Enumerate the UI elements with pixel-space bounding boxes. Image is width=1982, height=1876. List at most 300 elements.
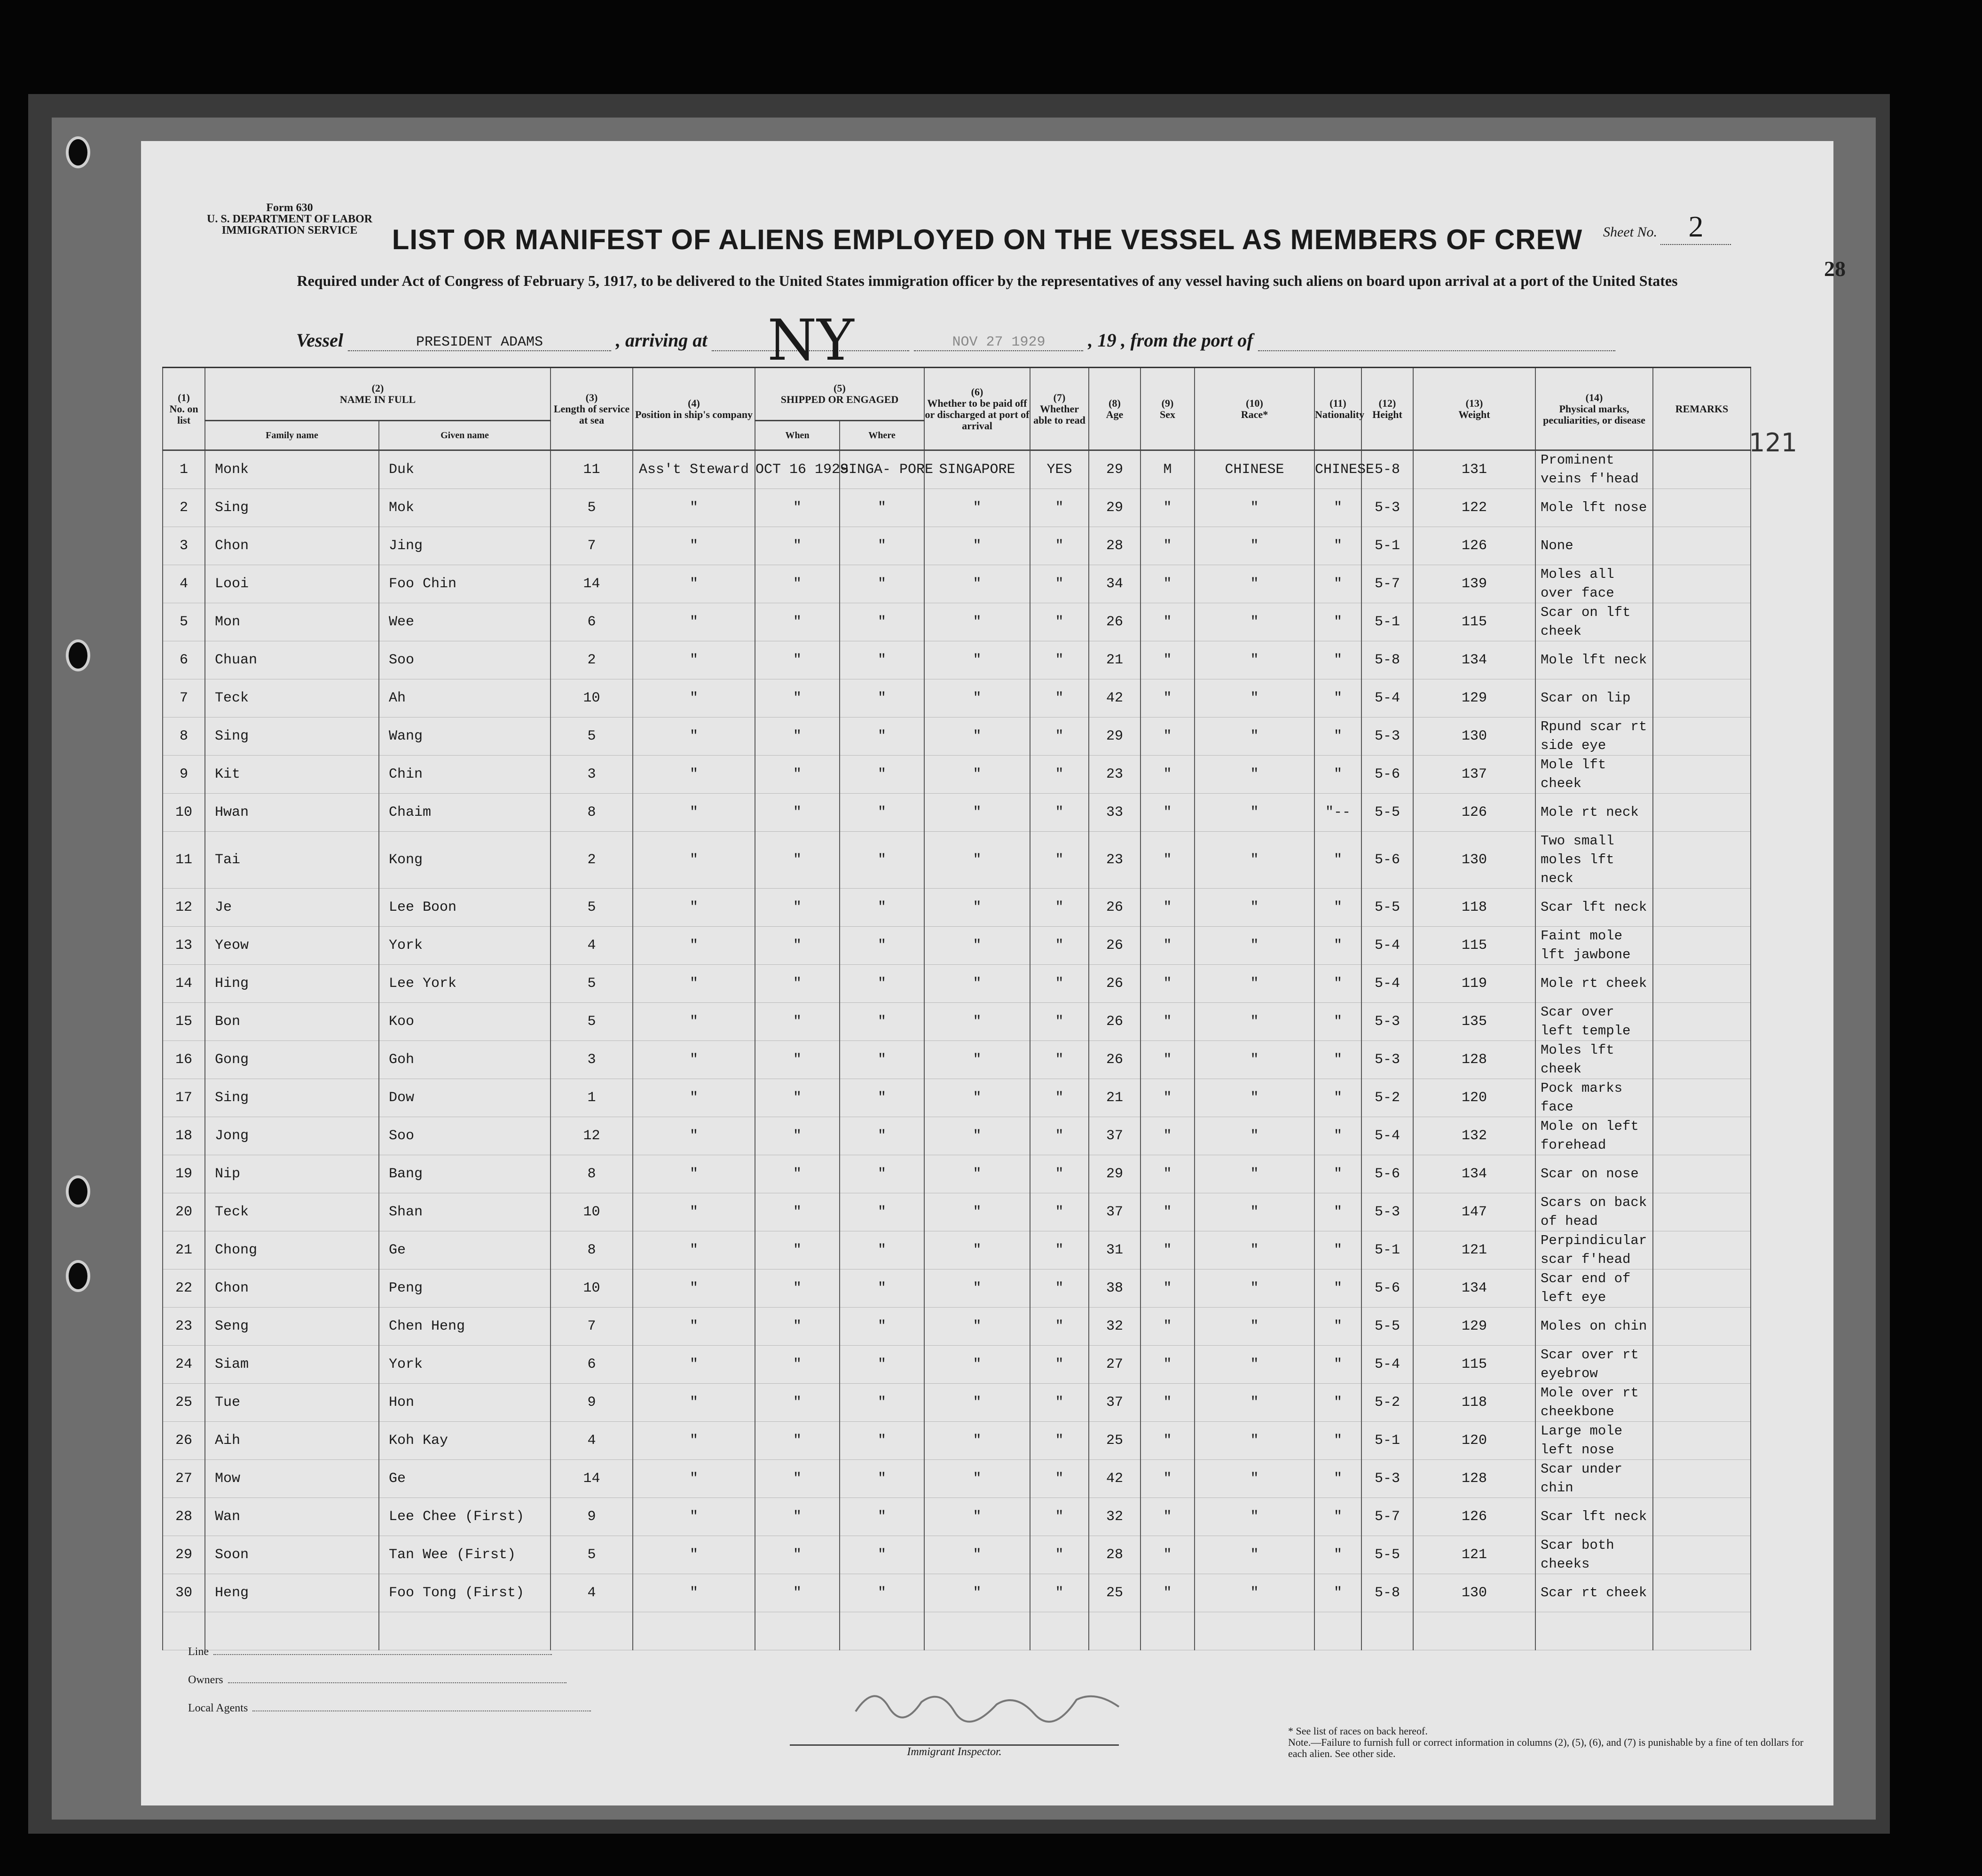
crew-given-name: Tan Wee (First) <box>379 1536 551 1574</box>
crew-no: 10 <box>163 794 205 832</box>
crew-height: 5-2 <box>1361 1079 1413 1117</box>
crew-nationality: " <box>1314 1460 1361 1498</box>
crew-sex: " <box>1140 832 1195 889</box>
empty-cell <box>163 1612 205 1650</box>
crew-no: 14 <box>163 965 205 1003</box>
crew-row <box>163 603 1751 641</box>
crew-remarks <box>1653 1193 1751 1231</box>
crew-shipped-where: " <box>840 527 924 565</box>
crew-remarks <box>1653 1536 1751 1574</box>
empty-cell <box>205 1612 379 1650</box>
crew-given-name: Duk <box>379 450 551 489</box>
crew-service: 11 <box>551 450 633 489</box>
empty-cell <box>1653 1612 1751 1650</box>
header-paid-off-label: Whether to be paid off or discharged at port of arrival <box>925 397 1030 432</box>
crew-paid-off: " <box>924 1041 1030 1079</box>
crew-physical-marks: Mole rt neck <box>1535 794 1653 832</box>
crew-race: " <box>1195 1308 1314 1346</box>
crew-shipped-when: " <box>755 679 840 717</box>
crew-sex: " <box>1140 756 1195 794</box>
crew-nationality: " <box>1314 756 1361 794</box>
crew-given-name: Lee York <box>379 965 551 1003</box>
crew-no: 24 <box>163 1346 205 1384</box>
crew-service: 4 <box>551 927 633 965</box>
crew-age: 26 <box>1089 1003 1140 1041</box>
crew-no: 26 <box>163 1422 205 1460</box>
crew-race: " <box>1195 965 1314 1003</box>
empty-row <box>163 1612 1751 1650</box>
crew-able-to-read: " <box>1030 794 1089 832</box>
crew-shipped-when: " <box>755 965 840 1003</box>
header-given-name: Given name <box>379 421 551 450</box>
arriving-label: , arriving at <box>616 330 708 351</box>
crew-no: 19 <box>163 1155 205 1193</box>
crew-position: " <box>633 794 755 832</box>
crew-race: " <box>1195 1269 1314 1308</box>
crew-table-body <box>163 450 1751 1650</box>
crew-paid-off: " <box>924 1155 1030 1193</box>
crew-weight: 121 <box>1413 1536 1535 1574</box>
crew-row <box>163 527 1751 565</box>
crew-height: 5-6 <box>1361 1155 1413 1193</box>
crew-sex: " <box>1140 1422 1195 1460</box>
header-age <box>1089 368 1140 450</box>
crew-paid-off: " <box>924 1422 1030 1460</box>
header-height-num: (12) <box>1378 397 1396 409</box>
crew-remarks <box>1653 832 1751 889</box>
crew-age: 26 <box>1089 927 1140 965</box>
header-position <box>633 368 755 450</box>
crew-family-name: Seng <box>205 1308 379 1346</box>
crew-sex: " <box>1140 603 1195 641</box>
crew-nationality: " <box>1314 1079 1361 1117</box>
crew-age: 29 <box>1089 489 1140 527</box>
header-race-label: Race* <box>1241 408 1268 420</box>
empty-cell <box>1195 1612 1314 1650</box>
crew-age: 25 <box>1089 1574 1140 1612</box>
crew-shipped-where: " <box>840 1422 924 1460</box>
crew-nationality: " <box>1314 1536 1361 1574</box>
crew-sex: M <box>1140 450 1195 489</box>
crew-given-name: Wang <box>379 717 551 756</box>
header-marks <box>1535 368 1653 450</box>
crew-age: 32 <box>1089 1308 1140 1346</box>
crew-position: " <box>633 965 755 1003</box>
header-name <box>205 368 551 421</box>
crew-race: " <box>1195 1041 1314 1079</box>
crew-shipped-where: " <box>840 1536 924 1574</box>
crew-no: 15 <box>163 1003 205 1041</box>
crew-shipped-when: " <box>755 832 840 889</box>
crew-family-name: Chon <box>205 1269 379 1308</box>
crew-position: " <box>633 1003 755 1041</box>
crew-remarks <box>1653 717 1751 756</box>
crew-height: 5-3 <box>1361 1460 1413 1498</box>
binder-hole <box>66 136 90 168</box>
crew-height: 5-8 <box>1361 450 1413 489</box>
footer-agents-label: Local Agents <box>188 1702 248 1714</box>
crew-able-to-read: " <box>1030 565 1089 603</box>
crew-weight: 115 <box>1413 603 1535 641</box>
crew-sex: " <box>1140 1193 1195 1231</box>
crew-no: 12 <box>163 889 205 927</box>
header-nationality-label: Nationality <box>1315 408 1365 420</box>
crew-nationality: " <box>1314 489 1361 527</box>
crew-shipped-when: " <box>755 1193 840 1231</box>
crew-remarks <box>1653 889 1751 927</box>
crew-service: 2 <box>551 641 633 679</box>
empty-cell <box>1535 1612 1653 1650</box>
crew-shipped-when: " <box>755 794 840 832</box>
crew-family-name: Teck <box>205 1193 379 1231</box>
footer-owners-label: Owners <box>188 1674 223 1686</box>
crew-shipped-when: " <box>755 1269 840 1308</box>
crew-row <box>163 965 1751 1003</box>
crew-race: " <box>1195 794 1314 832</box>
page-title: LIST OR MANIFEST OF ALIENS EMPLOYED ON THE VESSEL AS MEMBERS OF CREW <box>392 224 1583 255</box>
empty-cell <box>1030 1612 1089 1650</box>
crew-service: 5 <box>551 489 633 527</box>
crew-age: 27 <box>1089 1346 1140 1384</box>
crew-sex: " <box>1140 717 1195 756</box>
crew-given-name: York <box>379 927 551 965</box>
corner-number: 28 <box>1824 257 1846 281</box>
crew-service: 6 <box>551 1346 633 1384</box>
crew-nationality: " <box>1314 641 1361 679</box>
crew-shipped-when: " <box>755 889 840 927</box>
crew-weight: 115 <box>1413 1346 1535 1384</box>
crew-race: " <box>1195 1193 1314 1231</box>
crew-family-name: Chuan <box>205 641 379 679</box>
crew-given-name: Chen Heng <box>379 1308 551 1346</box>
crew-age: 32 <box>1089 1498 1140 1536</box>
crew-able-to-read: " <box>1030 1231 1089 1269</box>
crew-race: " <box>1195 1574 1314 1612</box>
crew-service: 4 <box>551 1422 633 1460</box>
header-remarks-label: REMARKS <box>1675 402 1729 415</box>
crew-age: 21 <box>1089 641 1140 679</box>
footer-agents-field <box>252 1710 591 1711</box>
crew-height: 5-6 <box>1361 1269 1413 1308</box>
crew-sex: " <box>1140 679 1195 717</box>
crew-row <box>163 1155 1751 1193</box>
crew-weight: 134 <box>1413 641 1535 679</box>
crew-age: 26 <box>1089 889 1140 927</box>
footer-owners-row <box>188 1674 611 1687</box>
crew-nationality: " <box>1314 717 1361 756</box>
crew-service: 10 <box>551 1269 633 1308</box>
empty-cell <box>1089 1612 1140 1650</box>
binder-hole <box>66 1175 90 1207</box>
crew-weight: 130 <box>1413 832 1535 889</box>
crew-no: 7 <box>163 679 205 717</box>
crew-position: " <box>633 1384 755 1422</box>
crew-physical-marks: Scar over left temple <box>1535 1003 1653 1041</box>
crew-able-to-read: " <box>1030 927 1089 965</box>
binder-hole <box>66 1260 90 1292</box>
crew-shipped-where: " <box>840 1574 924 1612</box>
crew-no: 18 <box>163 1117 205 1155</box>
crew-height: 5-3 <box>1361 1041 1413 1079</box>
crew-shipped-where: " <box>840 1117 924 1155</box>
crew-race: " <box>1195 1079 1314 1117</box>
crew-row <box>163 1574 1751 1612</box>
crew-shipped-where: " <box>840 679 924 717</box>
manifest-page <box>141 141 1846 1805</box>
crew-nationality: " <box>1314 1193 1361 1231</box>
crew-height: 5-7 <box>1361 565 1413 603</box>
crew-weight: 130 <box>1413 717 1535 756</box>
header-where: Where <box>840 421 924 450</box>
crew-position: " <box>633 927 755 965</box>
crew-remarks <box>1653 1308 1751 1346</box>
crew-age: 28 <box>1089 527 1140 565</box>
crew-shipped-when: " <box>755 489 840 527</box>
crew-row <box>163 717 1751 756</box>
crew-able-to-read: " <box>1030 679 1089 717</box>
crew-shipped-where: " <box>840 1269 924 1308</box>
header-marks-label: Physical marks, peculiarities, or disease <box>1543 402 1645 426</box>
crew-height: 5-4 <box>1361 965 1413 1003</box>
crew-race: " <box>1195 641 1314 679</box>
crew-age: 34 <box>1089 565 1140 603</box>
crew-physical-marks: Scar lft neck <box>1535 1498 1653 1536</box>
crew-shipped-where: " <box>840 717 924 756</box>
crew-sex: " <box>1140 1155 1195 1193</box>
crew-given-name: Koh Kay <box>379 1422 551 1460</box>
crew-given-name: Shan <box>379 1193 551 1231</box>
crew-service: 5 <box>551 1536 633 1574</box>
crew-remarks <box>1653 565 1751 603</box>
crew-remarks <box>1653 527 1751 565</box>
crew-position: " <box>633 1346 755 1384</box>
crew-sex: " <box>1140 794 1195 832</box>
crew-position: " <box>633 1308 755 1346</box>
crew-family-name: Sing <box>205 717 379 756</box>
crew-family-name: Tue <box>205 1384 379 1422</box>
crew-remarks <box>1653 1003 1751 1041</box>
crew-height: 5-1 <box>1361 603 1413 641</box>
crew-service: 9 <box>551 1498 633 1536</box>
crew-service: 9 <box>551 1384 633 1422</box>
header-weight <box>1413 368 1535 450</box>
crew-family-name: Je <box>205 889 379 927</box>
crew-nationality: " <box>1314 1308 1361 1346</box>
crew-service: 10 <box>551 679 633 717</box>
empty-cell <box>379 1612 551 1650</box>
crew-race: " <box>1195 1460 1314 1498</box>
crew-service: 7 <box>551 527 633 565</box>
crew-race: " <box>1195 489 1314 527</box>
crew-position: " <box>633 565 755 603</box>
crew-weight: 134 <box>1413 1155 1535 1193</box>
crew-remarks <box>1653 1384 1751 1422</box>
crew-remarks <box>1653 489 1751 527</box>
crew-no: 4 <box>163 565 205 603</box>
crew-age: 33 <box>1089 794 1140 832</box>
crew-row <box>163 927 1751 965</box>
crew-manifest-table <box>162 367 1751 1650</box>
crew-physical-marks: Scar on lft cheek <box>1535 603 1653 641</box>
crew-remarks <box>1653 756 1751 794</box>
year-label: , 19 <box>1088 330 1117 351</box>
crew-able-to-read: " <box>1030 756 1089 794</box>
crew-nationality: " <box>1314 1117 1361 1155</box>
header-when: When <box>755 421 840 450</box>
vessel-label: Vessel <box>296 330 343 351</box>
crew-able-to-read: " <box>1030 603 1089 641</box>
crew-age: 38 <box>1089 1269 1140 1308</box>
crew-shipped-where: " <box>840 641 924 679</box>
crew-height: 5-3 <box>1361 1193 1413 1231</box>
crew-given-name: Goh <box>379 1041 551 1079</box>
crew-position: " <box>633 603 755 641</box>
header-read-num: (7) <box>1053 391 1066 403</box>
crew-sex: " <box>1140 1003 1195 1041</box>
header-weight-label: Weight <box>1458 408 1490 420</box>
crew-given-name: Foo Tong (First) <box>379 1574 551 1612</box>
crew-weight: 126 <box>1413 794 1535 832</box>
crew-paid-off: " <box>924 565 1030 603</box>
crew-able-to-read: " <box>1030 1574 1089 1612</box>
crew-able-to-read: YES <box>1030 450 1089 489</box>
crew-able-to-read: " <box>1030 1003 1089 1041</box>
header-no <box>163 368 205 450</box>
crew-able-to-read: " <box>1030 1117 1089 1155</box>
header-no-num: (1) <box>178 391 190 403</box>
crew-race: " <box>1195 832 1314 889</box>
crew-nationality: " <box>1314 927 1361 965</box>
crew-weight: 130 <box>1413 1574 1535 1612</box>
crew-position: " <box>633 1117 755 1155</box>
crew-able-to-read: " <box>1030 1384 1089 1422</box>
crew-height: 5-5 <box>1361 794 1413 832</box>
crew-age: 26 <box>1089 965 1140 1003</box>
crew-height: 5-6 <box>1361 756 1413 794</box>
crew-physical-marks: Scar end of left eye <box>1535 1269 1653 1308</box>
crew-row <box>163 1231 1751 1269</box>
crew-weight: 118 <box>1413 889 1535 927</box>
crew-sex: " <box>1140 1117 1195 1155</box>
header-race-num: (10) <box>1246 397 1263 409</box>
crew-service: 4 <box>551 1574 633 1612</box>
crew-given-name: Ge <box>379 1460 551 1498</box>
crew-shipped-when: " <box>755 1460 840 1498</box>
crew-able-to-read: " <box>1030 889 1089 927</box>
empty-cell <box>755 1612 840 1650</box>
crew-physical-marks: None <box>1535 527 1653 565</box>
crew-able-to-read: " <box>1030 1498 1089 1536</box>
crew-physical-marks: Perpindicular scar f'head <box>1535 1231 1653 1269</box>
crew-nationality: " <box>1314 832 1361 889</box>
crew-weight: 137 <box>1413 756 1535 794</box>
crew-shipped-where: " <box>840 1155 924 1193</box>
crew-remarks <box>1653 794 1751 832</box>
crew-family-name: Chon <box>205 527 379 565</box>
header-remarks <box>1653 368 1751 450</box>
crew-weight: 120 <box>1413 1422 1535 1460</box>
crew-age: 23 <box>1089 832 1140 889</box>
crew-height: 5-5 <box>1361 1536 1413 1574</box>
binder-hole <box>66 639 90 671</box>
crew-weight: 132 <box>1413 1117 1535 1155</box>
crew-position: " <box>633 1536 755 1574</box>
crew-remarks <box>1653 450 1751 489</box>
crew-service: 7 <box>551 1308 633 1346</box>
crew-family-name: Hing <box>205 965 379 1003</box>
crew-race: " <box>1195 1155 1314 1193</box>
crew-shipped-where: " <box>840 1308 924 1346</box>
crew-race: " <box>1195 756 1314 794</box>
crew-no: 16 <box>163 1041 205 1079</box>
footer-owners-field <box>228 1682 566 1683</box>
crew-weight: 122 <box>1413 489 1535 527</box>
form-service: IMMIGRATION SERVICE <box>221 224 358 236</box>
crew-age: 26 <box>1089 603 1140 641</box>
crew-age: 37 <box>1089 1117 1140 1155</box>
page-subtitle: Required under Act of Congress of February 5, 1917, to be delivered to the United States immigration officer by the representatives of any vessel having such aliens on board upon arrival at a port of the United States <box>297 272 1678 289</box>
crew-weight: 135 <box>1413 1003 1535 1041</box>
header-service-num: (3) <box>585 391 598 403</box>
crew-position: " <box>633 641 755 679</box>
crew-given-name: Lee Boon <box>379 889 551 927</box>
crew-weight: 131 <box>1413 450 1535 489</box>
crew-physical-marks: Mole on left forehead <box>1535 1117 1653 1155</box>
crew-sex: " <box>1140 1384 1195 1422</box>
crew-row <box>163 1460 1751 1498</box>
header-sex-label: Sex <box>1160 408 1175 420</box>
crew-family-name: Gong <box>205 1041 379 1079</box>
footer-line-label: Line <box>188 1646 209 1658</box>
crew-family-name: Nip <box>205 1155 379 1193</box>
crew-height: 5-3 <box>1361 489 1413 527</box>
crew-remarks <box>1653 1574 1751 1612</box>
crew-shipped-where: " <box>840 1193 924 1231</box>
crew-shipped-when: " <box>755 565 840 603</box>
crew-height: 5-8 <box>1361 1574 1413 1612</box>
crew-age: 26 <box>1089 1041 1140 1079</box>
crew-sex: " <box>1140 1460 1195 1498</box>
crew-family-name: Wan <box>205 1498 379 1536</box>
crew-no: 23 <box>163 1308 205 1346</box>
crew-race: " <box>1195 1384 1314 1422</box>
crew-race: " <box>1195 889 1314 927</box>
crew-position: " <box>633 756 755 794</box>
crew-no: 30 <box>163 1574 205 1612</box>
crew-shipped-where: " <box>840 1346 924 1384</box>
crew-age: 42 <box>1089 679 1140 717</box>
crew-sex: " <box>1140 965 1195 1003</box>
crew-shipped-where: " <box>840 832 924 889</box>
sheet-number: 2 <box>1660 209 1731 245</box>
crew-weight: 134 <box>1413 1269 1535 1308</box>
crew-physical-marks: Mole over rt cheekbone <box>1535 1384 1653 1422</box>
crew-service: 14 <box>551 1460 633 1498</box>
crew-sex: " <box>1140 1346 1195 1384</box>
crew-row <box>163 1079 1751 1117</box>
crew-shipped-where: " <box>840 1498 924 1536</box>
header-service-label: Length of service at sea <box>553 402 630 426</box>
empty-cell <box>551 1612 633 1650</box>
crew-race: " <box>1195 1117 1314 1155</box>
crew-paid-off: " <box>924 1193 1030 1231</box>
crew-no: 6 <box>163 641 205 679</box>
crew-given-name: York <box>379 1346 551 1384</box>
crew-no: 28 <box>163 1498 205 1536</box>
crew-paid-off: " <box>924 1231 1030 1269</box>
arrival-date-stamp: NOV 27 1929 <box>914 334 1083 351</box>
crew-height: 5-3 <box>1361 1003 1413 1041</box>
